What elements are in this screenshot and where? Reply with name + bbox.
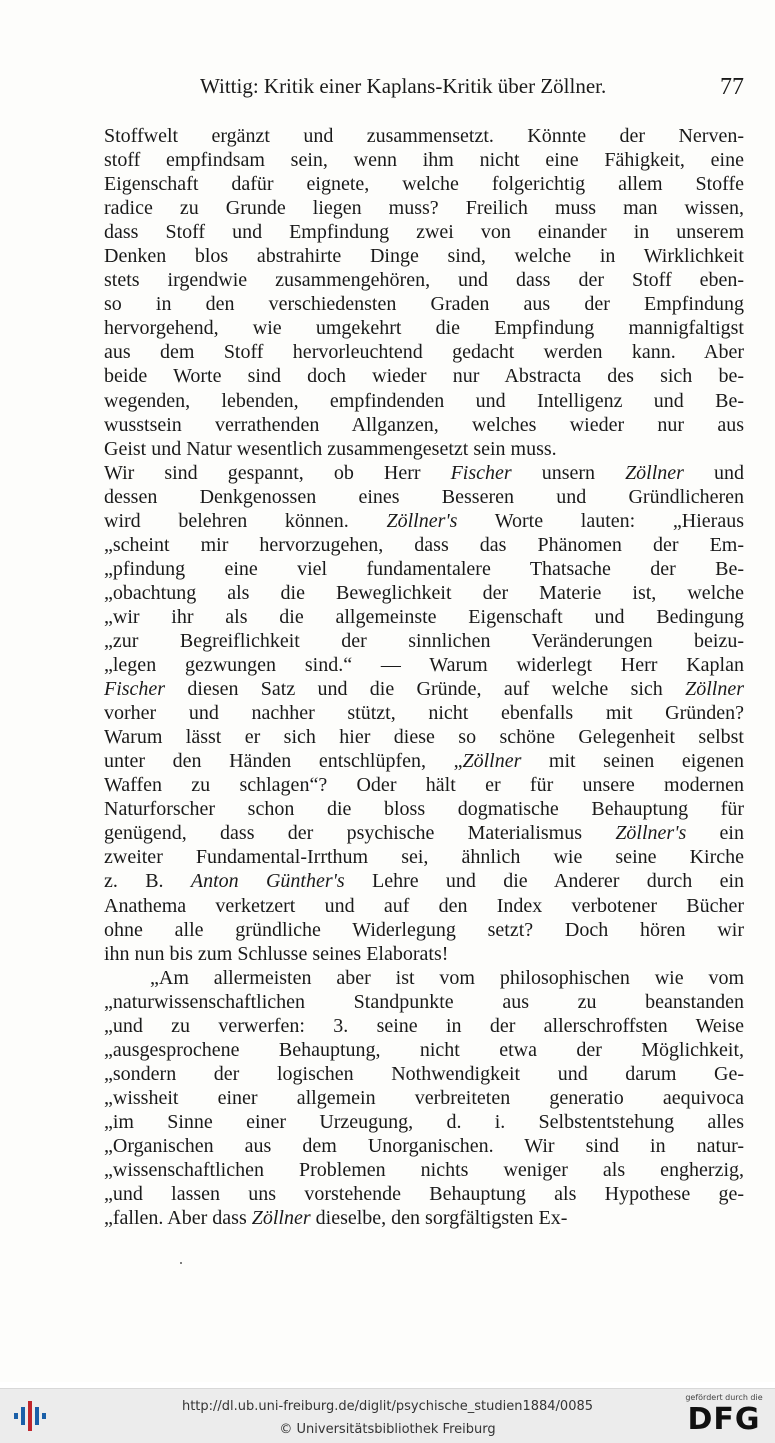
italic-name: Zöllner — [462, 750, 522, 773]
text-run: wegenden, lebenden, empfindenden und Intelligenz und Be- — [104, 389, 744, 412]
text-line — [104, 340, 744, 364]
text-run: Lehre und die Anderer durch ein — [344, 870, 745, 893]
italic-name: Zöllner — [685, 678, 744, 701]
text-run: Stoffwelt ergänzt und zusammensetzt. Könnte der Nerven- — [104, 125, 744, 147]
text-run: „wissheit einer allgemein verbreiteten generatio aequivoca — [104, 1086, 744, 1109]
text-line — [104, 821, 744, 845]
page-number: 77 — [720, 74, 744, 100]
text-line — [104, 437, 744, 461]
dfg-logo-text: DFG — [687, 1402, 761, 1437]
text-run: Waffen zu schlagen“? Oder hält er für unsere modernen — [104, 774, 744, 797]
text-line — [104, 701, 744, 725]
text-line — [104, 1182, 744, 1206]
text-line — [104, 413, 744, 437]
running-head-title: Wittig: Kritik einer Kaplans-Kritik über Zöllner. — [200, 74, 607, 98]
text-line — [104, 1062, 744, 1086]
text-run: stoff empfindsam sein, wenn ihm nicht eine Fähigkeit, eine — [104, 149, 744, 172]
text-line — [104, 292, 744, 316]
dfg-funded-by-label: gefördert durch die — [685, 1393, 763, 1402]
text-run: diesen Satz und die Gründe, auf welche sich — [165, 678, 686, 701]
ink-speck — [180, 1262, 182, 1264]
text-line — [104, 894, 744, 918]
text-line — [104, 509, 744, 533]
text-line — [104, 581, 744, 605]
text-run: ein — [686, 822, 744, 845]
text-line — [104, 557, 744, 581]
text-run: „und zu verwerfen: 3. seine in der allerschroffsten Weise — [104, 1014, 744, 1037]
text-run: dieselbe, den sorgfältigsten Ex- — [310, 1207, 568, 1230]
italic-name: Zöllner — [251, 1207, 311, 1230]
text-run: und — [683, 461, 745, 484]
text-line — [104, 461, 744, 485]
text-run: mit seinen eigenen — [521, 750, 745, 773]
copyright-notice: © Universitätsbibliothek Freiburg — [279, 1422, 496, 1437]
text-line — [104, 990, 744, 1014]
text-line — [104, 1086, 744, 1110]
text-line — [104, 485, 744, 509]
text-run: „naturwissenschaftlichen Standpunkte aus zu beanstanden — [104, 990, 744, 1013]
text-line — [104, 1158, 744, 1182]
text-line — [104, 1110, 744, 1134]
text-run: „im Sinne einer Urzeugung, d. i. Selbstentstehung alles — [104, 1110, 744, 1133]
text-run: „zur Begreiflichkeit der sinnlichen Veränderungen beizu- — [104, 629, 744, 652]
text-line — [104, 268, 744, 292]
text-run: beide Worte sind doch wieder nur Abstracta des sich be- — [104, 365, 744, 388]
italic-name: Zöllner — [625, 461, 684, 484]
text-line — [104, 629, 744, 653]
text-line — [104, 918, 744, 942]
text-line — [104, 1038, 744, 1062]
text-run: genügend, dass der psychische Materialismus — [104, 822, 616, 845]
italic-name: Fischer — [450, 461, 512, 484]
text-run: ihn nun bis zum Schlusse seines Elaborats! — [104, 942, 449, 965]
italic-name: Fischer — [104, 678, 166, 701]
text-run: ohne alle gründliche Widerlegung setzt? Doch hören wir — [104, 918, 744, 941]
text-line — [104, 220, 744, 244]
text-run: dessen Denkgenossen eines Besseren und Gründlicheren — [104, 485, 744, 508]
text-line — [104, 364, 744, 388]
text-run: Anathema verketzert und auf den Index verbotener Bücher — [104, 894, 744, 917]
italic-name: Anton Günther's — [190, 870, 345, 893]
dfg-logo[interactable] — [683, 1393, 765, 1439]
text-run: z. B. — [104, 870, 191, 893]
text-run: „und lassen uns vorstehende Behauptung als Hypothese ge- — [104, 1183, 744, 1206]
text-run: Eigenschaft dafür eignete, welche folgerichtig allem Stoffe — [104, 173, 744, 196]
text-line — [104, 845, 744, 869]
text-line — [104, 653, 744, 677]
text-run: „obachtung als die Beweglichkeit der Materie ist, welche — [104, 581, 744, 604]
text-run: Worte lauten: „Hieraus — [457, 509, 744, 532]
text-run: „legen gezwungen sind.“ — Warum widerlegt Herr Kaplan — [104, 654, 744, 677]
text-line — [104, 869, 744, 893]
text-run: wird belehren können. — [104, 509, 387, 532]
text-run: aus dem Stoff hervorleuchtend gedacht werden kann. Aber — [104, 341, 744, 364]
text-line — [104, 966, 744, 990]
text-run: „fallen. Aber dass — [104, 1207, 252, 1230]
text-line — [104, 749, 744, 773]
text-run: hervorgehend, wie umgekehrt die Empfindung mannigfaltigst — [104, 317, 744, 340]
text-run: dass Stoff und Empfindung zwei von einander in unserem — [104, 221, 744, 244]
text-line — [104, 533, 744, 557]
text-line — [104, 677, 744, 701]
text-line — [104, 172, 744, 196]
text-line — [104, 244, 744, 268]
footer-bar — [0, 1388, 775, 1443]
running-head — [104, 74, 744, 106]
text-run: „ausgesprochene Behauptung, nicht etwa der Möglichkeit, — [104, 1038, 744, 1061]
text-run: stets irgendwie zusammengehören, und dass der Stoff eben- — [104, 269, 744, 292]
text-run: „Organischen aus dem Unorganischen. Wir sind in natur- — [104, 1134, 744, 1157]
text-line — [104, 942, 744, 966]
text-line — [104, 196, 744, 220]
text-run: zweiter Fundamental-Irrthum sei, ähnlich wie seine Kirche — [104, 846, 744, 869]
text-run: unsern — [511, 461, 626, 484]
text-line — [104, 316, 744, 340]
text-line — [104, 1014, 744, 1038]
text-run: Naturforscher schon die bloss dogmatische Behauptung für — [104, 798, 744, 821]
text-run: vorher und nachher stützt, nicht ebenfalls mit Gründen? — [104, 702, 744, 725]
text-run: Geist und Natur wesentlich zusammengesetzt sein muss. — [104, 437, 557, 460]
text-run: „sondern der logischen Nothwendigkeit und darum Ge- — [104, 1062, 744, 1085]
text-line — [104, 773, 744, 797]
text-run: wusstsein verrathenden Allganzen, welches wieder nur aus — [104, 413, 744, 436]
text-line — [104, 797, 744, 821]
text-run: radice zu Grunde liegen muss? Freilich muss man wissen, — [104, 197, 744, 220]
italic-name: Zöllner's — [386, 509, 458, 532]
source-url-link[interactable]: http://dl.ub.uni-freiburg.de/diglit/psychische_studien1884/0085 — [181, 1399, 594, 1414]
text-line — [104, 124, 744, 148]
text-line — [104, 725, 744, 749]
text-run: unter den Händen entschlüpfen, „ — [104, 750, 463, 773]
text-run: so in den verschiedensten Graden aus der Empfindung — [104, 293, 744, 316]
italic-name: Zöllner's — [615, 822, 687, 845]
text-line — [104, 1134, 744, 1158]
text-run: Warum lässt er sich hier diese so schöne Gelegenheit selbst — [104, 726, 744, 749]
text-line — [104, 148, 744, 172]
body-text — [104, 124, 744, 1230]
text-run: „scheint mir hervorzugehen, dass das Phänomen der Em- — [104, 533, 744, 556]
text-run: „wir ihr als die allgemeinste Eigenschaft und Bedingung — [104, 605, 744, 628]
text-line — [104, 1206, 744, 1230]
text-run: „wissenschaftlichen Problemen nichts weniger als engherzig, — [104, 1159, 744, 1182]
text-run: Wir sind gespannt, ob Herr — [104, 461, 451, 484]
text-run: Denken blos abstrahirte Dinge sind, welche in Wirklichkeit — [104, 245, 744, 268]
text-run: „Am allermeisten aber ist vom philosophischen wie vom — [150, 966, 744, 989]
text-line — [104, 389, 744, 413]
text-line — [104, 605, 744, 629]
text-run: „pfindung eine viel fundamentalere Thatsache der Be- — [104, 557, 744, 580]
